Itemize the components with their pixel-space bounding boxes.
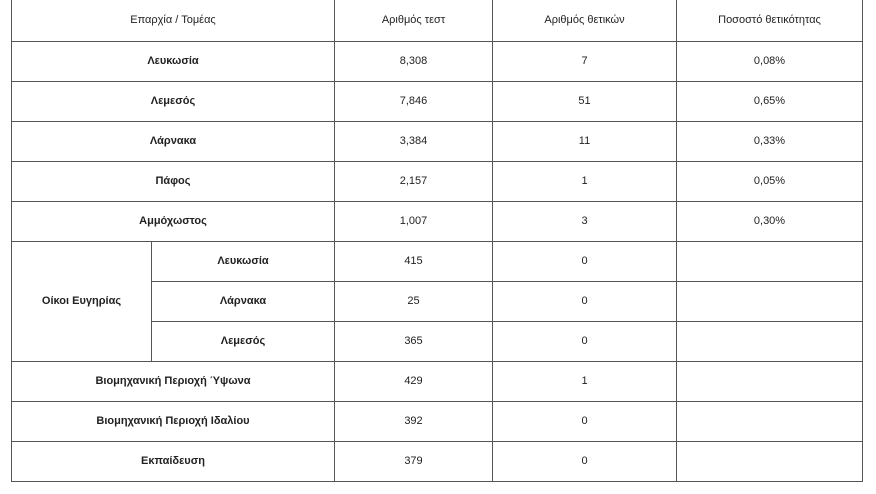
table-row (12, 121, 863, 161)
positives-cell: 3 (493, 201, 677, 241)
tests-cell: 379 (335, 441, 493, 481)
rate-cell (677, 441, 863, 481)
tests-cell: 3,384 (335, 121, 493, 161)
sub-row-label: Λεμεσός (152, 321, 335, 361)
row-label: Πάφος (12, 161, 335, 201)
rate-cell (677, 241, 863, 281)
group-label: Οίκοι Ευγηρίας (12, 241, 152, 361)
rate-cell (677, 281, 863, 321)
row-label: Βιομηχανική Περιοχή Ύψωνα (12, 361, 335, 401)
tests-cell: 1,007 (335, 201, 493, 241)
table-row (12, 361, 863, 401)
row-label: Εκπαίδευση (12, 441, 335, 481)
row-label: Αμμόχωστος (12, 201, 335, 241)
row-label: Λάρνακα (12, 121, 335, 161)
table-row (12, 241, 863, 281)
table-row (12, 41, 863, 81)
positives-cell: 11 (493, 121, 677, 161)
positives-cell: 0 (493, 441, 677, 481)
table-row (12, 441, 863, 481)
header-row (12, 0, 863, 41)
positives-cell: 0 (493, 321, 677, 361)
tests-cell: 429 (335, 361, 493, 401)
tests-cell: 8,308 (335, 41, 493, 81)
positives-cell: 1 (493, 361, 677, 401)
positives-cell: 7 (493, 41, 677, 81)
row-label: Λευκωσία (12, 41, 335, 81)
rate-cell: 0,05% (677, 161, 863, 201)
positives-cell: 0 (493, 281, 677, 321)
positives-cell: 0 (493, 241, 677, 281)
tests-cell: 415 (335, 241, 493, 281)
tests-cell: 365 (335, 321, 493, 361)
header-rate: Ποσοστό θετικότητας (677, 0, 863, 41)
tests-cell: 7,846 (335, 81, 493, 121)
header-tests: Αριθμός τεστ (335, 0, 493, 41)
table-row (12, 401, 863, 441)
table-row (12, 81, 863, 121)
header-positives: Αριθμός θετικών (493, 0, 677, 41)
table-row (12, 161, 863, 201)
tests-cell: 2,157 (335, 161, 493, 201)
rate-cell (677, 361, 863, 401)
header-region: Επαρχία / Τομέας (12, 0, 335, 41)
positives-cell: 51 (493, 81, 677, 121)
tests-cell: 25 (335, 281, 493, 321)
table-row (12, 201, 863, 241)
sub-row-label: Λευκωσία (152, 241, 335, 281)
row-label: Λεμεσός (12, 81, 335, 121)
sub-row-label: Λάρνακα (152, 281, 335, 321)
rate-cell: 0,33% (677, 121, 863, 161)
rate-cell (677, 321, 863, 361)
rate-cell: 0,30% (677, 201, 863, 241)
positives-cell: 1 (493, 161, 677, 201)
row-label: Βιομηχανική Περιοχή Ιδαλίου (12, 401, 335, 441)
tests-cell: 392 (335, 401, 493, 441)
data-table (11, 0, 863, 482)
rate-cell (677, 401, 863, 441)
rate-cell: 0,65% (677, 81, 863, 121)
positives-cell: 0 (493, 401, 677, 441)
rate-cell: 0,08% (677, 41, 863, 81)
